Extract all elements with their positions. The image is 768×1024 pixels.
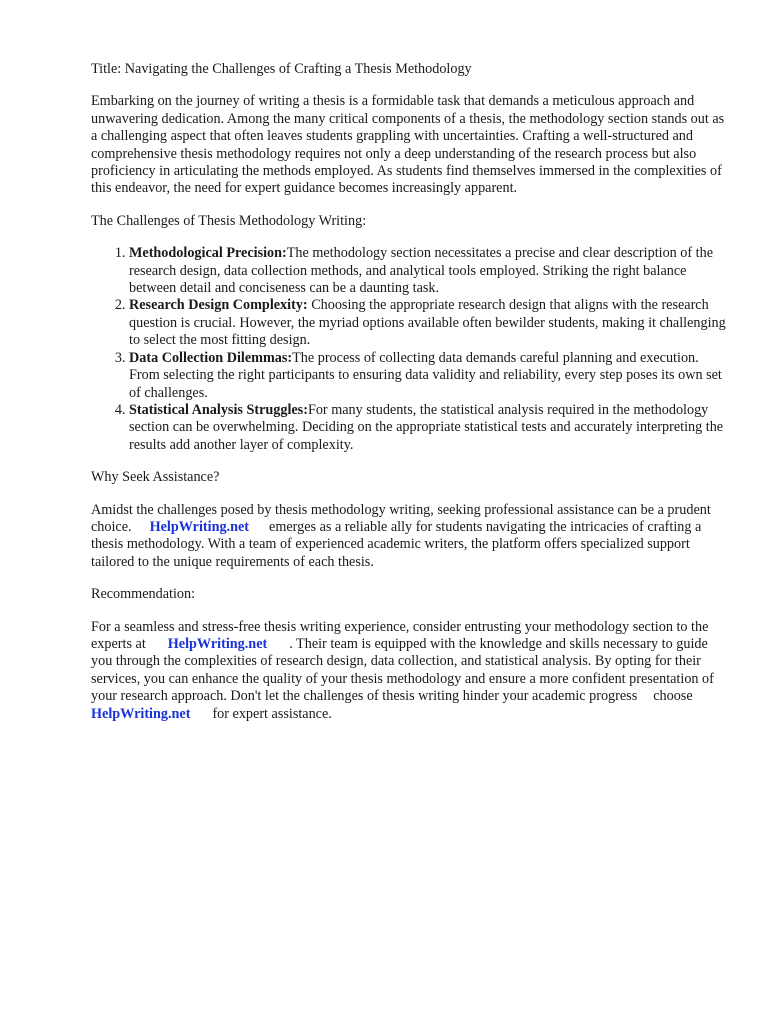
challenge-item	[129, 402, 731, 454]
assistance-heading: Why Seek Assistance?	[91, 469, 220, 486]
challenge-item	[129, 350, 731, 402]
recommendation-text-4: for expert assistance.	[212, 705, 332, 722]
assistance-paragraph	[91, 502, 731, 572]
challenge-text: The process of collecting data demands careful planning and execution. From selecting the right participants to ensuring data validity and reliability, every step poses its own set of challenges.	[129, 349, 722, 401]
challenge-term: Research Design Complexity:	[129, 297, 308, 314]
challenges-heading: The Challenges of Thesis Methodology Writing:	[91, 212, 367, 229]
challenge-item	[129, 297, 731, 349]
challenge-term: Data Collection Dilemmas:	[129, 349, 293, 366]
helpwriting-link[interactable]: HelpWriting.net	[149, 518, 250, 535]
recommendation-text-1: For a seamless and stress-free thesis writing experience, consider entrusting your methodology section to the experts at	[91, 618, 709, 652]
recommendation-text-2: . Their team is equipped with the knowledge and skills necessary to guide you through the complexities of research design, data collection, and statistical analysis. By opting for their services, you can enhance the quality of your thesis methodology and ensure a more confident presentation of your research approach. Don't let the challenges of thesis writing hinder your academic progress	[91, 635, 714, 705]
challenge-text: Choosing the appropriate research design that aligns with the research question is crucial. However, the myriad options available often bewilder students, making it challenging to select the most fitting design.	[129, 297, 726, 349]
document-title: Title: Navigating the Challenges of Crafting a Thesis Methodology	[91, 61, 472, 77]
helpwriting-link[interactable]: HelpWriting.net	[167, 635, 268, 652]
intro-paragraph: Embarking on the journey of writing a thesis is a formidable task that demands a meticulous approach and unwavering dedication. Among the many critical components of a thesis, the methodology section stands out as a challenging aspect that often leaves students grappling with uncertainties. Crafting a well-structured and comprehensive thesis methodology requires not only a deep understanding of the research process but also proficiency in articulating the methods employed. As students find themselves immersed in the complexities of this endeavor, the need for expert guidance becomes increasingly apparent.	[91, 93, 725, 197]
helpwriting-link[interactable]: HelpWriting.net	[91, 705, 191, 722]
challenge-term: Methodological Precision:	[129, 245, 287, 262]
challenge-text: The methodology section necessitates a precise and clear description of the research design, data collection methods, and analytical tools employed. Striking the right balance between detail and conciseness can be a daunting task.	[129, 245, 714, 297]
recommendation-text-3: choose	[653, 688, 693, 705]
challenge-item	[129, 245, 731, 297]
recommendation-paragraph	[91, 619, 731, 723]
recommendation-heading: Recommendation:	[91, 586, 196, 603]
challenges-list	[91, 245, 731, 454]
assistance-text-after: emerges as a reliable ally for students navigating the intricacies of crafting a thesis methodology. With a team of experienced academic writers, the platform offers specialized support tailored to the unique requirements of each thesis.	[91, 518, 702, 570]
assistance-text-before: Amidst the challenges posed by thesis methodology writing, seeking professional assistance can be a prudent choice.	[91, 501, 711, 535]
challenge-text: For many students, the statistical analysis required in the methodology section can be overwhelming. Deciding on the appropriate statistical tests and accurately interpreting the results add another layer of complexity.	[129, 401, 724, 453]
document-page	[91, 61, 731, 738]
challenge-term: Statistical Analysis Struggles:	[129, 401, 308, 418]
